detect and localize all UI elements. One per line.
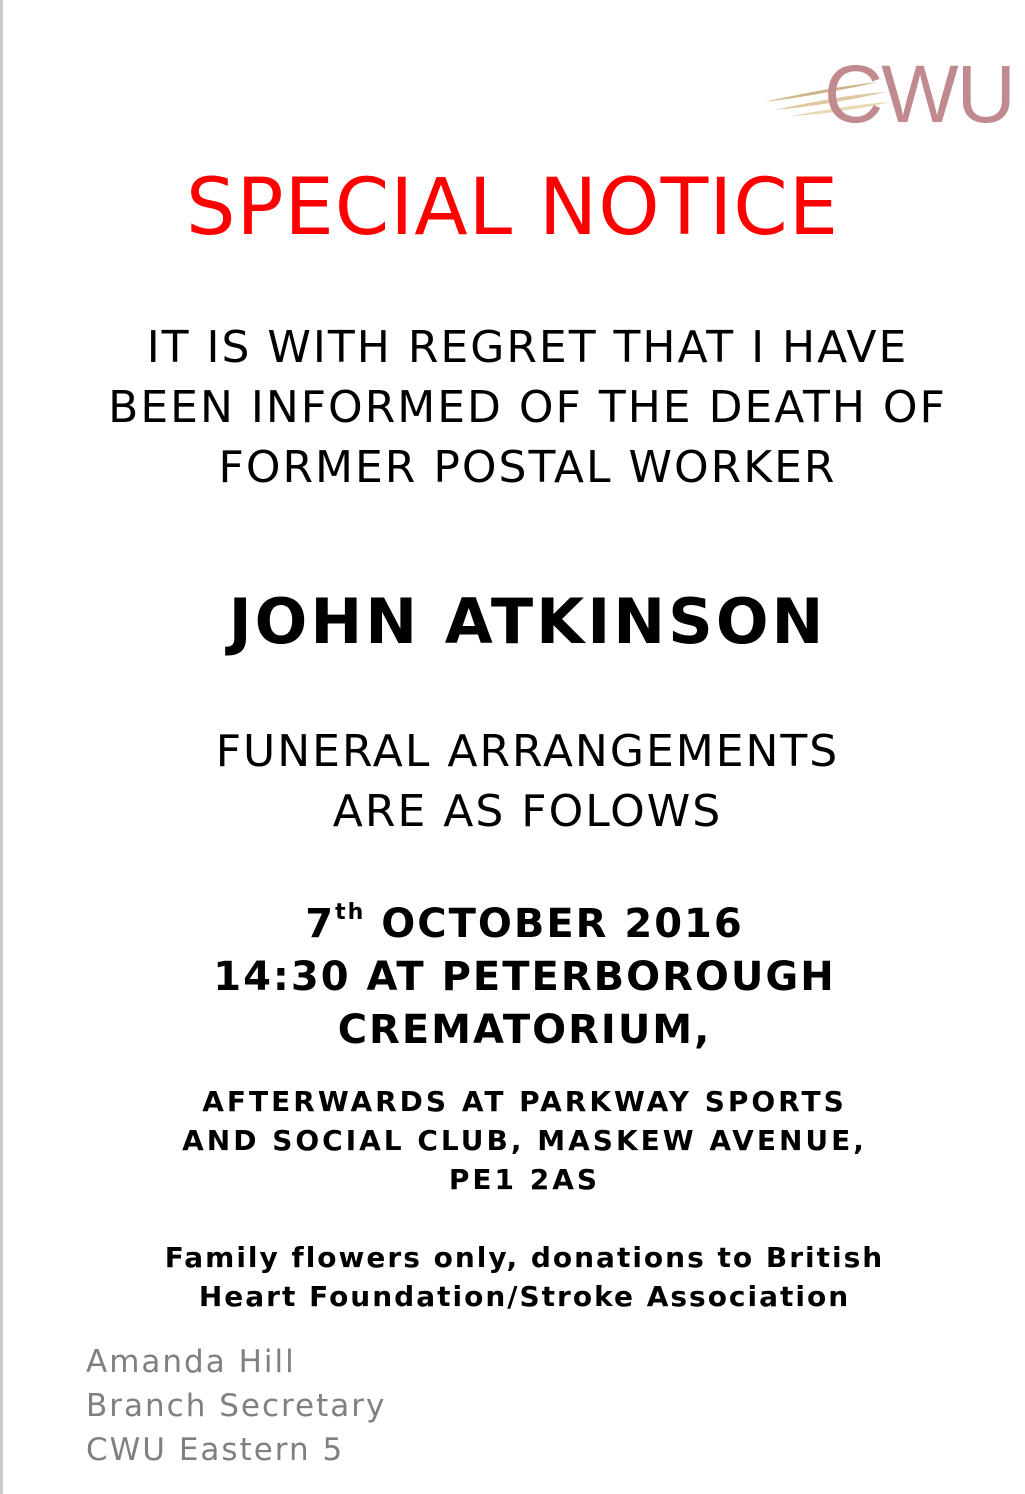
special-notice-title: SPECIAL NOTICE [185, 163, 840, 253]
intro-line: IT IS WITH REGRET THAT I HAVE [146, 322, 909, 373]
time-location-line: 14:30 AT PETERBOROUGH [213, 954, 836, 1000]
cwu-logo-graphic [760, 44, 1022, 136]
funeral-details [12, 898, 1025, 1057]
date-day: 7 [305, 901, 336, 947]
deceased-name: JOHN ATKINSON [228, 585, 827, 658]
flowers-donations [12, 1238, 1025, 1316]
intro-line: BEEN INFORMED OF THE DEATH OF [108, 382, 947, 433]
flowers-line: Heart Foundation/Stroke Association [198, 1280, 851, 1313]
svg-text:CWU: CWU [824, 49, 1014, 136]
signatory-role: Branch Secretary [86, 1388, 387, 1424]
signatory-name: Amanda Hill [86, 1344, 296, 1380]
arrangements-line: FUNERAL ARRANGEMENTS [215, 726, 840, 777]
afterwards-venue [12, 1082, 1025, 1199]
signatory-branch: CWU Eastern 5 [86, 1432, 345, 1468]
time-location-line: CREMATORIUM, [337, 1007, 712, 1053]
arrangements-heading [15, 722, 1025, 842]
arrangements-line: ARE AS FOLOWS [332, 786, 723, 837]
intro-text [15, 318, 1025, 498]
afterwards-line: AND SOCIAL CLUB, MASKEW AVENUE, [182, 1124, 867, 1157]
date-month-year: OCTOBER 2016 [365, 901, 744, 947]
flowers-line: Family flowers only, donations to British [164, 1241, 885, 1274]
funeral-date [12, 898, 1025, 951]
intro-line: FORMER POSTAL WORKER [218, 442, 837, 493]
afterwards-line: PE1 2AS [448, 1163, 601, 1196]
signature-block [86, 1340, 386, 1472]
cwu-logo [760, 44, 1022, 136]
afterwards-line: AFTERWARDS AT PARKWAY SPORTS [202, 1085, 847, 1118]
date-suffix: th [335, 900, 366, 925]
